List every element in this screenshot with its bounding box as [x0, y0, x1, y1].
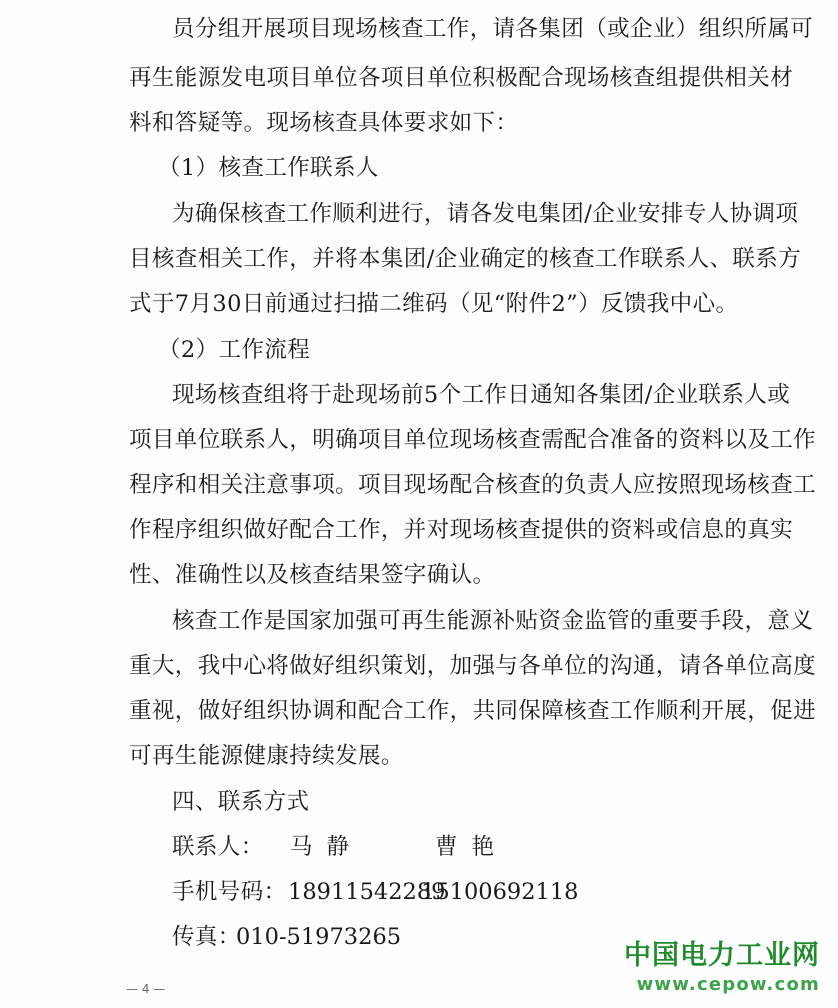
fax-label: 传真：	[172, 924, 241, 950]
contact-person-1: 马静	[290, 834, 364, 860]
phone-number-1: 18911542289	[288, 879, 446, 905]
paragraph-3-line-2: 项目单位联系人，明确项目单位现场核查需配合准备的资料以及工作	[129, 427, 817, 453]
section-heading-workflow: （2）工作流程	[158, 337, 311, 363]
paragraph-4-line-3: 重视，做好组织协调和配合工作，共同保障核查工作顺利开展，促进	[129, 698, 817, 724]
watermark-name: 中国电力工业网	[624, 940, 820, 971]
paragraph-4-line-2: 重大，我中心将做好组织策划，加强与各单位的沟通，请各单位高度	[129, 653, 817, 679]
section-title-contact: 四、联系方式	[172, 789, 310, 815]
contact-person-2: 曹艳	[435, 834, 509, 860]
section-heading-contact-person: （1）核查工作联系人	[158, 155, 379, 181]
paragraph-2-line-1: 为确保核查工作顺利进行，请各发电集团/企业安排专人协调项	[172, 201, 799, 227]
page-number: — 4 —	[126, 982, 166, 996]
site-watermark	[624, 940, 820, 996]
paragraph-4-line-1: 核查工作是国家加强可再生能源补贴资金监管的重要手段，意义	[172, 608, 814, 634]
paragraph-1-line-2: 再生能源发电项目单位各项目单位积极配合现场核查组提供相关材	[129, 65, 794, 91]
paragraph-3-line-1: 现场核查组将于赴现场前5个工作日通知各集团/企业联系人或	[172, 382, 791, 408]
paragraph-3-line-3: 程序和相关注意事项。项目现场配合核查的负责人应按照现场核查工	[129, 472, 817, 498]
paragraph-3-line-4: 作程序组织做好配合工作，并对现场核查提供的资料或信息的真实	[129, 517, 794, 543]
fax-number: 010-51973265	[236, 924, 402, 950]
paragraph-2-line-2: 目核查相关工作，并将本集团/企业确定的核查工作联系人、联系方	[129, 246, 802, 272]
paragraph-2-line-3: 式于7月30日前通过扫描二维码（见“附件2”）反馈我中心。	[129, 291, 739, 317]
paragraph-1-line-3: 料和答疑等。现场核查具体要求如下：	[129, 110, 519, 136]
phone-label: 手机号码：	[172, 879, 287, 905]
contact-person-label: 联系人：	[172, 834, 264, 860]
paragraph-4-line-4: 可再生能源健康持续发展。	[129, 743, 404, 769]
paragraph-1-line-1: 员分组开展项目现场核查工作，请各集团（或企业）组织所属可	[172, 16, 814, 42]
paragraph-3-line-5: 性、准确性以及核查结果签字确认。	[129, 562, 496, 588]
watermark-url: www.cepow.com	[636, 974, 820, 995]
phone-number-2: 15100692118	[421, 879, 579, 905]
